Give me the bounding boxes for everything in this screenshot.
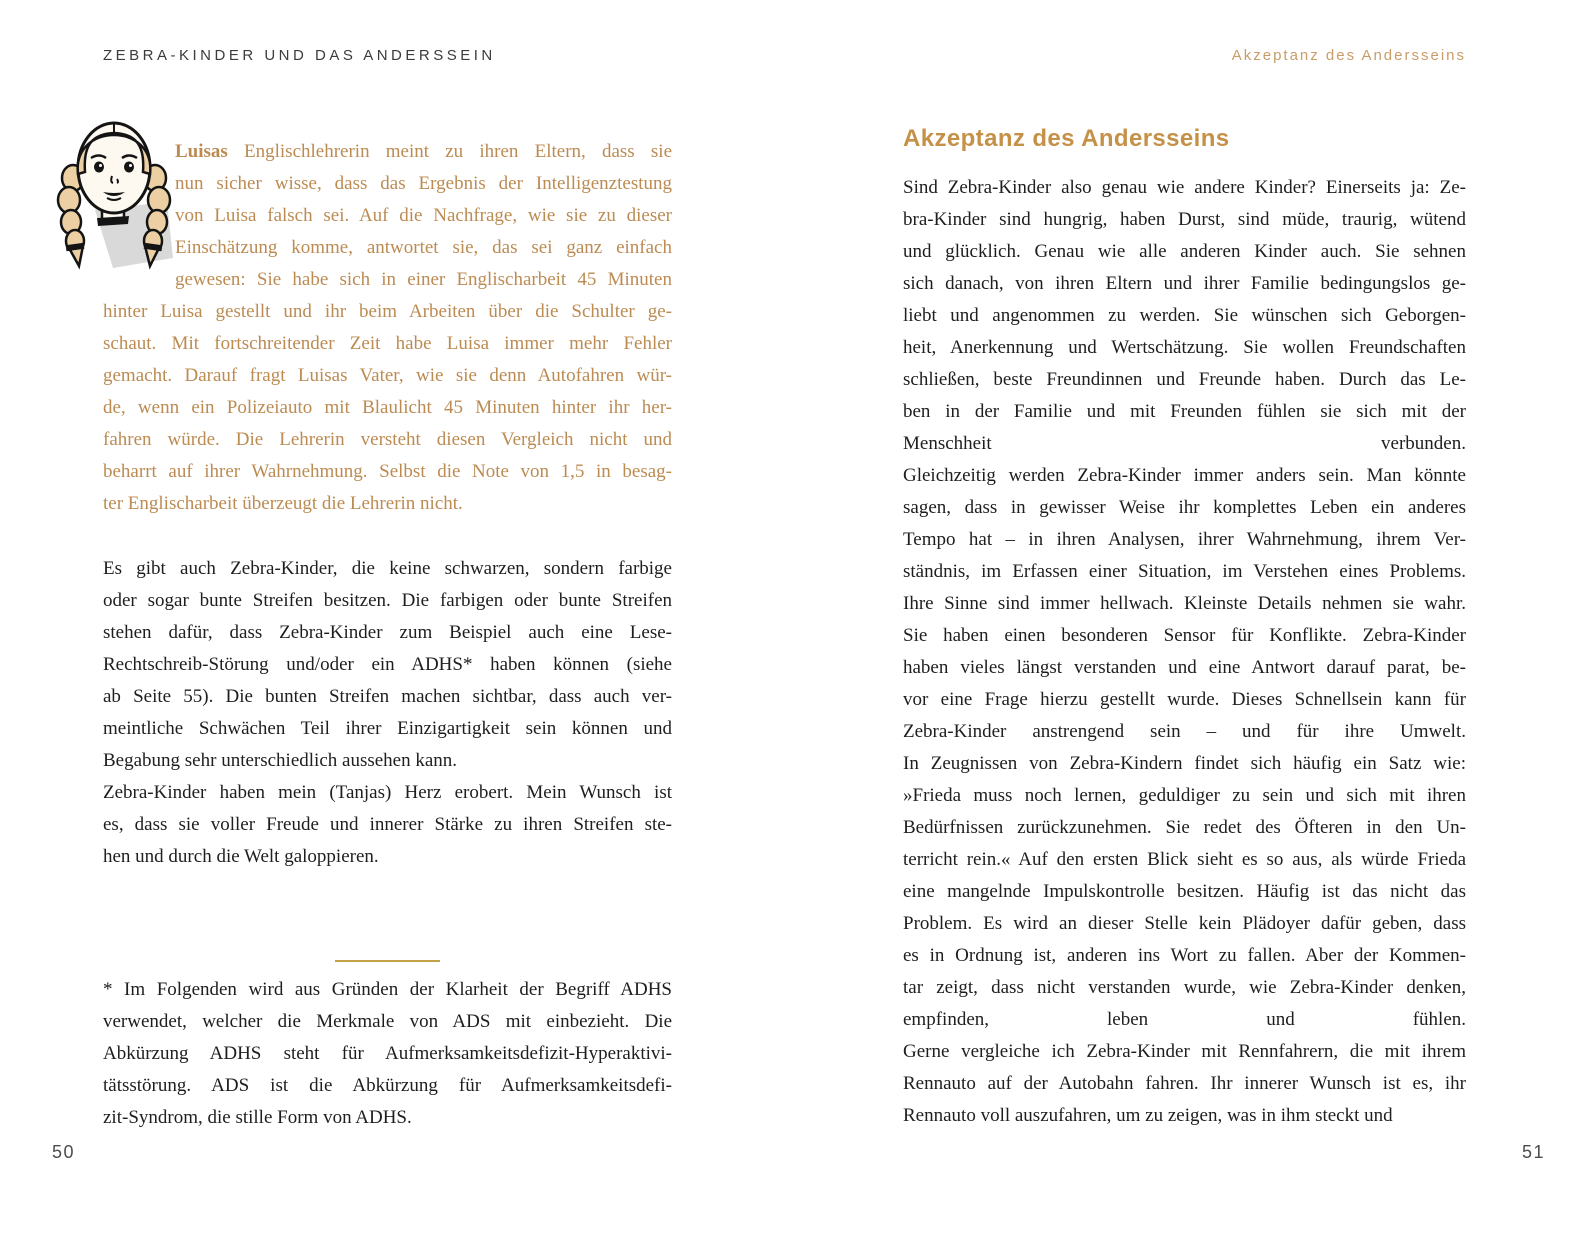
text-line: von Luisa falsch sei. Auf die Nachfrage, wie sie zu dieser bbox=[175, 205, 672, 226]
text-line: Zebra-Kinder anstrengend sein – und für ihre Umwelt. bbox=[903, 721, 1466, 742]
text-line: sagen, dass in gewisser Weise ihr komplettes Leben ein anderes bbox=[903, 497, 1466, 518]
text-line: ständnis, im Erfassen einer Situation, im Verstehen eines Problems. bbox=[903, 561, 1466, 582]
text-line: eine mangelnde Impulskontrolle besitzen. Häufig ist das nicht das bbox=[903, 881, 1466, 902]
right-page-column bbox=[903, 124, 1466, 1132]
text-line: Rennauto voll auszufahren, um zu zeigen, was in ihm steckt und bbox=[903, 1105, 1393, 1126]
text-line: liebt und angenommen zu werden. Sie wünschen sich Geborgen- bbox=[903, 305, 1466, 326]
text-line: terricht rein.« Auf den ersten Blick sieht es so aus, als würde Frieda bbox=[903, 849, 1466, 870]
section-heading: Akzeptanz des Andersseins bbox=[903, 125, 1230, 152]
footnote-divider bbox=[335, 960, 440, 962]
text-line: tätsstörung. ADS ist die Abkürzung für Aufmerksamkeitsdefi- bbox=[103, 1075, 672, 1096]
body-paragraph bbox=[103, 777, 672, 873]
text-line: Abkürzung ADHS steht für Aufmerksamkeitsdefizit-Hyperaktivi- bbox=[103, 1043, 672, 1064]
page-number-right: 51 bbox=[1521, 1142, 1545, 1162]
text-line: es in Ordnung ist, anderen ins Wort zu fallen. Aber der Kommen- bbox=[903, 945, 1466, 966]
running-head-left: ZEBRA-KINDER UND DAS ANDERSSEIN bbox=[103, 47, 496, 64]
text-line: In Zeugnissen von Zebra-Kindern findet sich häufig ein Satz wie: bbox=[903, 753, 1466, 774]
text-line: oder sogar bunte Streifen besitzen. Die farbigen oder bunte Streifen bbox=[103, 590, 672, 611]
text-line: fahren würde. Die Lehrerin versteht diesen Vergleich nicht und bbox=[103, 429, 672, 450]
text-line: empfinden, leben und fühlen. bbox=[903, 1009, 1466, 1030]
text-line: ben in der Familie und mit Freunden fühlen sie sich mit der bbox=[903, 401, 1466, 422]
story-paragraph bbox=[103, 136, 672, 520]
body-paragraph bbox=[903, 172, 1466, 1132]
text-line: Problem. Es wird an dieser Stelle kein Plädoyer dafür geben, dass bbox=[903, 913, 1466, 934]
text-line: »Frieda muss noch lernen, geduldiger zu sein und sich mit ihren bbox=[903, 785, 1466, 806]
text-line: beharrt auf ihrer Wahrnehmung. Selbst die Note von 1,5 in besag- bbox=[103, 461, 672, 482]
text-line: Begabung sehr unterschiedlich aussehen kann. bbox=[103, 750, 458, 771]
text-line: schließen, beste Freundinnen und Freunde haben. Durch das Le- bbox=[903, 369, 1466, 390]
body-paragraph bbox=[103, 553, 672, 777]
text-line: Luisas Englischlehrerin meint zu ihren Eltern, dass sie bbox=[175, 141, 672, 162]
text-line: und glücklich. Genau wie alle anderen Kinder auch. Sie sehnen bbox=[903, 241, 1466, 262]
left-page-column bbox=[103, 136, 672, 1134]
text-line: Gerne vergleiche ich Zebra-Kinder mit Rennfahrern, die mit ihrem bbox=[903, 1041, 1466, 1062]
text-line: vor eine Frage hierzu gestellt wurde. Dieses Schnellsein kann für bbox=[903, 689, 1466, 710]
text-line: tar zeigt, dass nicht verstanden wurde, wie Zebra-Kinder denken, bbox=[903, 977, 1466, 998]
text-line: verwendet, welcher die Merkmale von ADS mit einbezieht. Die bbox=[103, 1011, 672, 1032]
text-line: Tempo hat – in ihren Analysen, ihrer Wahrnehmung, ihrem Ver- bbox=[903, 529, 1466, 550]
text-line: gemacht. Darauf fragt Luisas Vater, wie sie denn Autofahren wür- bbox=[103, 365, 672, 386]
running-head-right: Akzeptanz des Andersseins bbox=[1231, 47, 1466, 64]
page-number-left: 50 bbox=[52, 1142, 76, 1162]
text-line: ter Englischarbeit überzeugt die Lehrerin nicht. bbox=[103, 493, 463, 514]
text-line: Rennauto auf der Autobahn fahren. Ihr innerer Wunsch ist es, ihr bbox=[903, 1073, 1466, 1094]
text-line: hen und durch die Welt galoppieren. bbox=[103, 846, 379, 867]
text-line: Zebra-Kinder haben mein (Tanjas) Herz erobert. Mein Wunsch ist bbox=[103, 782, 672, 803]
text-line: Es gibt auch Zebra-Kinder, die keine schwarzen, sondern farbige bbox=[103, 558, 672, 579]
text-line: schaut. Mit fortschreitender Zeit habe Luisa immer mehr Fehler bbox=[103, 333, 672, 354]
text-line: Sie haben einen besonderen Sensor für Konflikte. Zebra-Kinder bbox=[903, 625, 1466, 646]
text-line: es, dass sie voller Freude und innerer Stärke zu ihren Streifen ste- bbox=[103, 814, 672, 835]
text-line: * Im Folgenden wird aus Gründen der Klarheit der Begriff ADHS bbox=[103, 979, 672, 1000]
text-line: gewesen: Sie habe sich in einer Englischarbeit 45 Minuten bbox=[175, 269, 672, 290]
text-line: sich danach, von ihren Eltern und ihrer Familie bedingungslos ge- bbox=[903, 273, 1466, 294]
text-line: de, wenn ein Polizeiauto mit Blaulicht 45 Minuten hinter ihr her- bbox=[103, 397, 672, 418]
text-line: Bedürfnissen zurückzunehmen. Sie redet des Öfteren in den Un- bbox=[903, 817, 1466, 838]
text-line: hinter Luisa gestellt und ihr beim Arbeiten über die Schulter ge- bbox=[103, 301, 672, 322]
footnote bbox=[103, 974, 672, 1134]
text-line: nun sicher wisse, dass das Ergebnis der Intelligenztestung bbox=[175, 173, 672, 194]
text-line: Menschheit verbunden. bbox=[903, 433, 1466, 454]
text-line: heit, Anerkennung und Wertschätzung. Sie wollen Freundschaften bbox=[903, 337, 1466, 358]
text-line: Ihre Sinne sind immer hellwach. Kleinste Details nehmen sie wahr. bbox=[903, 593, 1466, 614]
text-line: stehen dafür, dass Zebra-Kinder zum Beispiel auch eine Lese- bbox=[103, 622, 672, 643]
text-line: meintliche Schwächen Teil ihrer Einzigartigkeit sein können und bbox=[103, 718, 672, 739]
text-line: zit-Syndrom, die stille Form von ADHS. bbox=[103, 1107, 412, 1128]
text-line: haben vieles längst verstanden und eine Antwort darauf parat, be- bbox=[903, 657, 1466, 678]
text-line: Gleichzeitig werden Zebra-Kinder immer anders sein. Man könnte bbox=[903, 465, 1466, 486]
illustration-spacer bbox=[103, 136, 175, 296]
text-line: Rechtschreib-Störung und/oder ein ADHS* haben können (siehe bbox=[103, 654, 672, 675]
text-line: Sind Zebra-Kinder also genau wie andere Kinder? Einerseits ja: Ze- bbox=[903, 177, 1466, 198]
text-line: Einschätzung komme, antwortet sie, das sei ganz einfach bbox=[175, 237, 672, 258]
text-line: ab Seite 55). Die bunten Streifen machen sichtbar, dass auch ver- bbox=[103, 686, 672, 707]
text-line: bra-Kinder sind hungrig, haben Durst, sind müde, traurig, wütend bbox=[903, 209, 1466, 230]
